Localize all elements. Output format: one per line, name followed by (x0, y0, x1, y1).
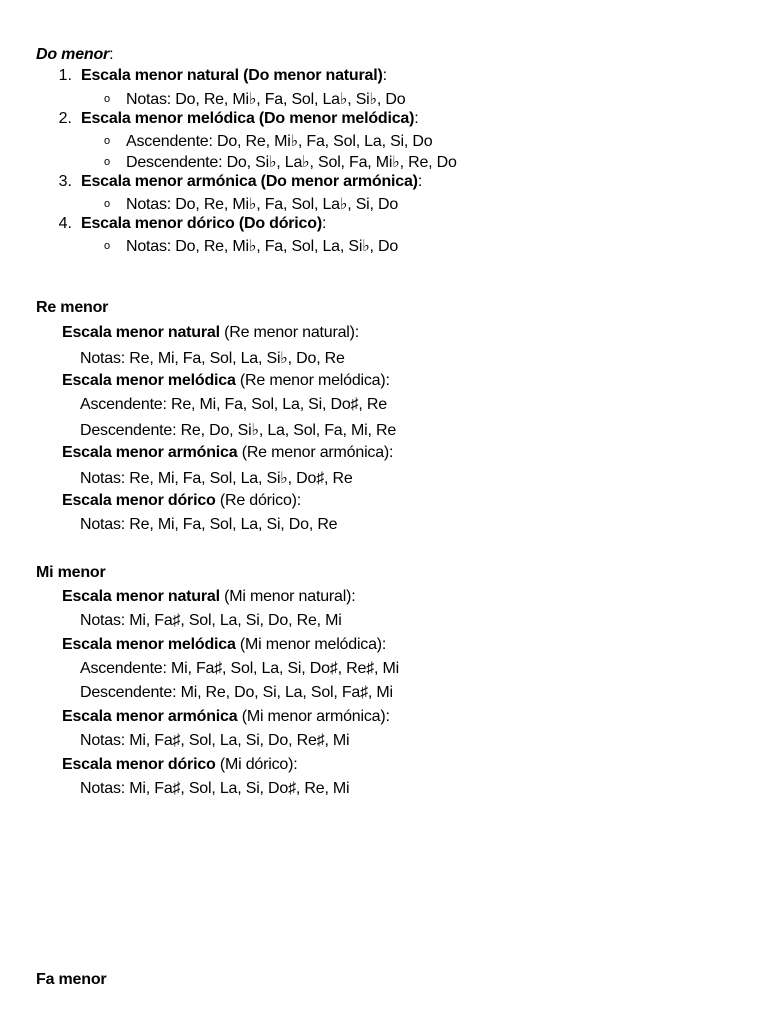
scale-notes: Notas: Mi, Fa♯, Sol, La, Si, Do, Re, Mi (80, 612, 342, 629)
list-number: 2. (58, 110, 72, 127)
scale-heading: Escala menor melódica (Mi menor melódica): (62, 636, 387, 653)
scale-notes: Ascendente: Re, Mi, Fa, Sol, La, Si, Do♯, Re (80, 396, 387, 413)
scale-notes: Descendente: Mi, Re, Do, Si, La, Sol, Fa♯, Mi (80, 684, 393, 701)
scale-notes: Notas: Re, Mi, Fa, Sol, La, Si♭, Do♯, Re (80, 470, 353, 487)
scale-heading: Escala menor melódica (Re menor melódica): (62, 372, 390, 389)
fa-section-title: Fa menor (36, 971, 107, 988)
list-item-title: Escala menor natural (Do menor natural): (81, 67, 387, 84)
list-item-title: Escala menor armónica (Do menor armónica): (81, 173, 423, 190)
do-section-heading (36, 46, 113, 64)
bullet-icon: o (104, 135, 111, 147)
do-section-title-colon: : (109, 46, 114, 63)
scale-heading: Escala menor dórico (Mi dórico): (62, 756, 298, 773)
mi-section-title: Mi menor (36, 564, 106, 581)
list-subitem: Notas: Do, Re, Mi♭, Fa, Sol, La, Si♭, Do (126, 238, 399, 255)
list-number: 3. (58, 173, 72, 190)
scale-heading: Escala menor armónica (Re menor armónica): (62, 444, 394, 461)
bullet-icon: o (104, 156, 111, 168)
scale-heading: Escala menor natural (Mi menor natural): (62, 588, 356, 605)
scale-notes: Notas: Mi, Fa♯, Sol, La, Si, Do♯, Re, Mi (80, 780, 350, 797)
scale-heading: Escala menor armónica (Mi menor armónica): (62, 708, 390, 725)
list-item-title: Escala menor dórico (Do dórico): (81, 215, 327, 232)
list-subitem: Notas: Do, Re, Mi♭, Fa, Sol, La♭, Si♭, Do (126, 91, 406, 108)
list-subitem: Descendente: Do, Si♭, La♭, Sol, Fa, Mi♭, Re, Do (126, 154, 457, 171)
scale-notes: Notas: Mi, Fa♯, Sol, La, Si, Do, Re♯, Mi (80, 732, 350, 749)
scale-heading: Escala menor dórico (Re dórico): (62, 492, 302, 509)
scale-notes: Notas: Re, Mi, Fa, Sol, La, Si♭, Do, Re (80, 350, 345, 367)
list-number: 1. (58, 67, 72, 84)
bullet-icon: o (104, 198, 111, 210)
list-subitem: Notas: Do, Re, Mi♭, Fa, Sol, La♭, Si, Do (126, 196, 399, 213)
scale-heading: Escala menor natural (Re menor natural): (62, 324, 360, 341)
list-number: 4. (58, 215, 72, 232)
bullet-icon: o (104, 93, 111, 105)
scale-notes: Descendente: Re, Do, Si♭, La, Sol, Fa, Mi, Re (80, 422, 397, 439)
bullet-icon: o (104, 240, 111, 252)
list-item-title: Escala menor melódica (Do menor melódica): (81, 110, 419, 127)
scale-notes: Notas: Re, Mi, Fa, Sol, La, Si, Do, Re (80, 516, 338, 533)
do-section-title: Do menor (36, 46, 110, 63)
re-section-title: Re menor (36, 299, 109, 316)
scale-notes: Ascendente: Mi, Fa♯, Sol, La, Si, Do♯, Re♯, Mi (80, 660, 399, 677)
list-subitem: Ascendente: Do, Re, Mi♭, Fa, Sol, La, Si, Do (126, 133, 433, 150)
